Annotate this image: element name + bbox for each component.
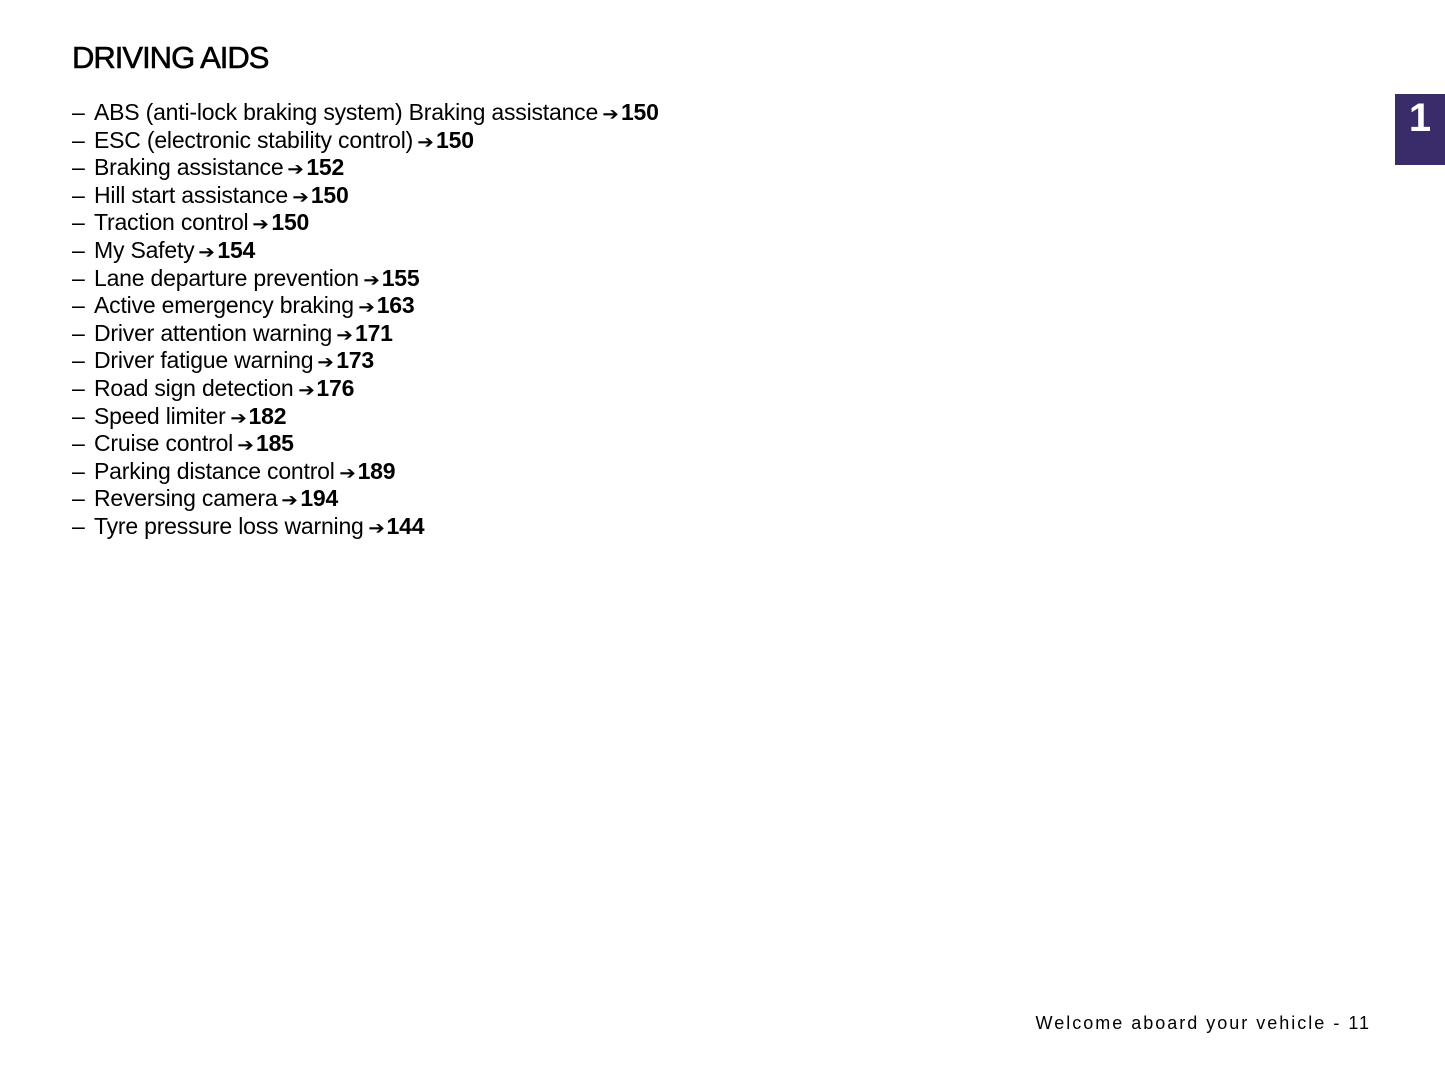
list-item[interactable]	[72, 183, 659, 211]
item-label: Road sign detection	[94, 374, 294, 401]
right-arrow-icon: ➔	[336, 324, 353, 345]
item-label: ESC (electronic stability control)	[94, 126, 414, 153]
list-item[interactable]	[72, 321, 659, 349]
item-label: Active emergency braking	[94, 292, 354, 319]
dash: –	[72, 402, 85, 429]
page-title: DRIVING AIDS	[72, 40, 269, 75]
right-arrow-icon: ➔	[281, 490, 299, 511]
page-reference[interactable]: 173	[336, 347, 374, 374]
dash: –	[72, 374, 85, 401]
list-item[interactable]	[72, 404, 659, 432]
list-item[interactable]	[72, 238, 659, 266]
driving-aids-list	[72, 100, 659, 542]
page-reference[interactable]: 150	[271, 209, 310, 236]
item-label: Parking distance control	[94, 457, 335, 484]
dash: –	[72, 154, 85, 181]
right-arrow-icon: ➔	[602, 104, 619, 124]
page-reference[interactable]: 194	[300, 485, 339, 512]
item-label: Tyre pressure loss warning	[94, 512, 364, 539]
dash: –	[72, 126, 85, 153]
dash: –	[72, 457, 85, 484]
list-item[interactable]	[72, 266, 659, 294]
list-item[interactable]	[72, 376, 659, 404]
dash: –	[72, 319, 85, 346]
list-item[interactable]	[72, 210, 659, 238]
item-label: Reversing camera	[94, 485, 278, 512]
right-arrow-icon: ➔	[252, 214, 270, 235]
page-reference[interactable]: 150	[620, 99, 659, 125]
dash: –	[72, 181, 85, 208]
dash: –	[72, 430, 85, 457]
list-item[interactable]	[72, 486, 659, 514]
dash: –	[72, 264, 85, 291]
page-reference[interactable]: 176	[316, 374, 355, 401]
list-item[interactable]	[72, 459, 659, 487]
dash: –	[72, 485, 85, 512]
dash: –	[72, 209, 85, 236]
right-arrow-icon: ➔	[287, 159, 305, 180]
right-arrow-icon: ➔	[198, 241, 216, 262]
page-reference[interactable]: 152	[306, 154, 345, 181]
dash: –	[72, 236, 85, 263]
item-label: Braking assistance	[94, 154, 284, 181]
item-label: ABS (anti-lock braking system) Braking assistance	[94, 99, 599, 125]
right-arrow-icon: ➔	[338, 462, 356, 483]
page-reference[interactable]: 163	[376, 292, 415, 319]
list-item[interactable]	[72, 128, 659, 156]
item-label: Lane departure prevention	[94, 264, 359, 291]
dash: –	[72, 292, 85, 319]
item-label: Cruise control	[94, 430, 234, 457]
item-label: Traction control	[94, 209, 249, 236]
dash: –	[72, 99, 85, 125]
page-reference[interactable]: 155	[381, 264, 420, 291]
dash: –	[72, 512, 85, 539]
item-label: Driver fatigue warning	[94, 347, 314, 374]
chapter-tab[interactable]: 1	[1395, 94, 1445, 165]
right-arrow-icon: ➔	[317, 352, 334, 373]
dash: –	[72, 347, 85, 374]
right-arrow-icon: ➔	[363, 269, 380, 290]
item-label: My Safety	[94, 236, 195, 263]
right-arrow-icon: ➔	[367, 517, 385, 538]
item-label: Hill start assistance	[94, 181, 288, 208]
item-label: Speed limiter	[94, 402, 226, 429]
page-reference[interactable]: 182	[248, 402, 287, 429]
page-reference[interactable]: 150	[436, 126, 474, 153]
list-item[interactable]	[72, 431, 659, 459]
page-reference[interactable]: 171	[354, 319, 393, 346]
page-reference[interactable]: 144	[386, 512, 425, 539]
page-reference[interactable]: 150	[310, 181, 349, 208]
list-item[interactable]	[72, 514, 659, 542]
page-footer: Welcome aboard your vehicle - 11	[1035, 1013, 1371, 1033]
right-arrow-icon: ➔	[297, 379, 315, 400]
page-reference[interactable]: 189	[357, 457, 396, 484]
right-arrow-icon: ➔	[358, 297, 375, 318]
page-reference[interactable]: 185	[255, 430, 294, 457]
right-arrow-icon: ➔	[229, 407, 247, 428]
list-item[interactable]	[72, 155, 659, 183]
list-item[interactable]	[72, 100, 659, 128]
right-arrow-icon: ➔	[237, 435, 254, 456]
list-item[interactable]	[72, 293, 659, 321]
right-arrow-icon: ➔	[292, 186, 309, 207]
list-item[interactable]	[72, 348, 659, 376]
item-label: Driver attention warning	[94, 319, 333, 346]
right-arrow-icon: ➔	[417, 131, 434, 152]
page-reference[interactable]: 154	[217, 236, 256, 263]
